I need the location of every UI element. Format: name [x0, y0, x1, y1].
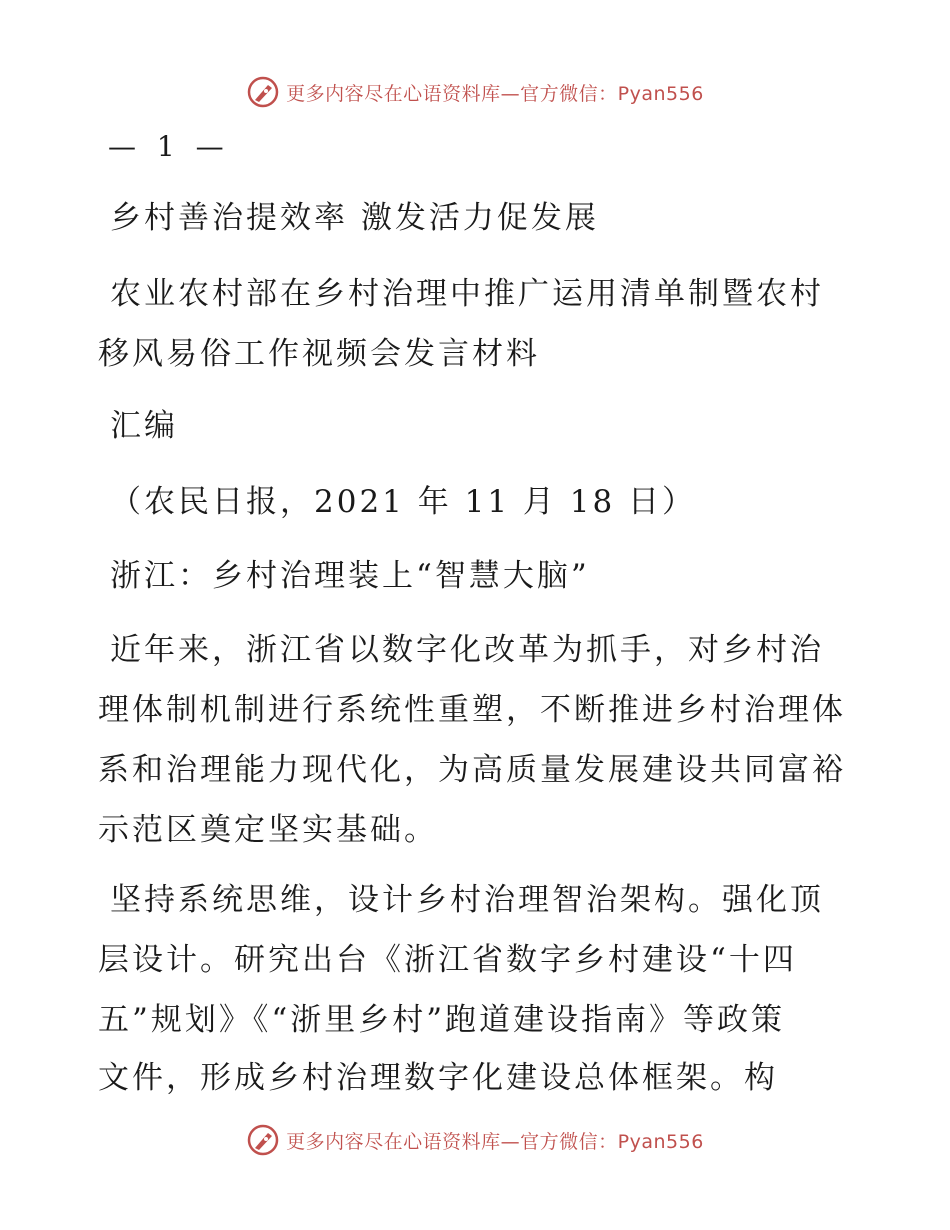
paragraph-1-line-4: 示范区奠定坚实基础。 [98, 812, 438, 848]
subtitle-line-2: 移风易俗工作视频会发言材料 [98, 336, 540, 372]
pen-nib-logo-icon [246, 1123, 280, 1157]
footer-watermark [0, 1120, 950, 1160]
paragraph-1-line-2: 理体制机制进行系统性重塑，不断推进乡村治理体 [98, 692, 846, 728]
section-heading: 浙江：乡村治理装上“智慧大脑” [110, 558, 590, 594]
subtitle-line-1: 农业农村部在乡村治理中推广运用清单制暨农村 [110, 276, 824, 312]
header-watermark [0, 72, 950, 112]
compilation-label: 汇编 [110, 408, 178, 444]
pen-nib-logo-icon [246, 75, 280, 109]
page-number: — 1 — [108, 130, 230, 163]
paragraph-2-line-3: 五”规划》《“浙里乡村”跑道建设指南》等政策 [98, 1002, 786, 1038]
paragraph-2-line-1: 坚持系统思维，设计乡村治理智治架构。强化顶 [110, 882, 824, 918]
watermark-text: 更多内容尽在心语资料库—官方微信：Pyan556 [286, 82, 704, 105]
document-title: 乡村善治提效率 激发活力促发展 [110, 200, 599, 236]
source-line: （农民日报，2021 年 11 月 18 日） [110, 484, 697, 520]
paragraph-1-line-3: 系和治理能力现代化，为高质量发展建设共同富裕 [98, 752, 846, 788]
paragraph-2-line-2: 层设计。研究出台《浙江省数字乡村建设“十四 [98, 942, 797, 978]
paragraph-1-line-1: 近年来，浙江省以数字化改革为抓手，对乡村治 [110, 632, 824, 668]
paragraph-2-line-4: 文件，形成乡村治理数字化建设总体框架。构 [98, 1060, 778, 1096]
watermark-text: 更多内容尽在心语资料库—官方微信：Pyan556 [286, 1130, 704, 1153]
